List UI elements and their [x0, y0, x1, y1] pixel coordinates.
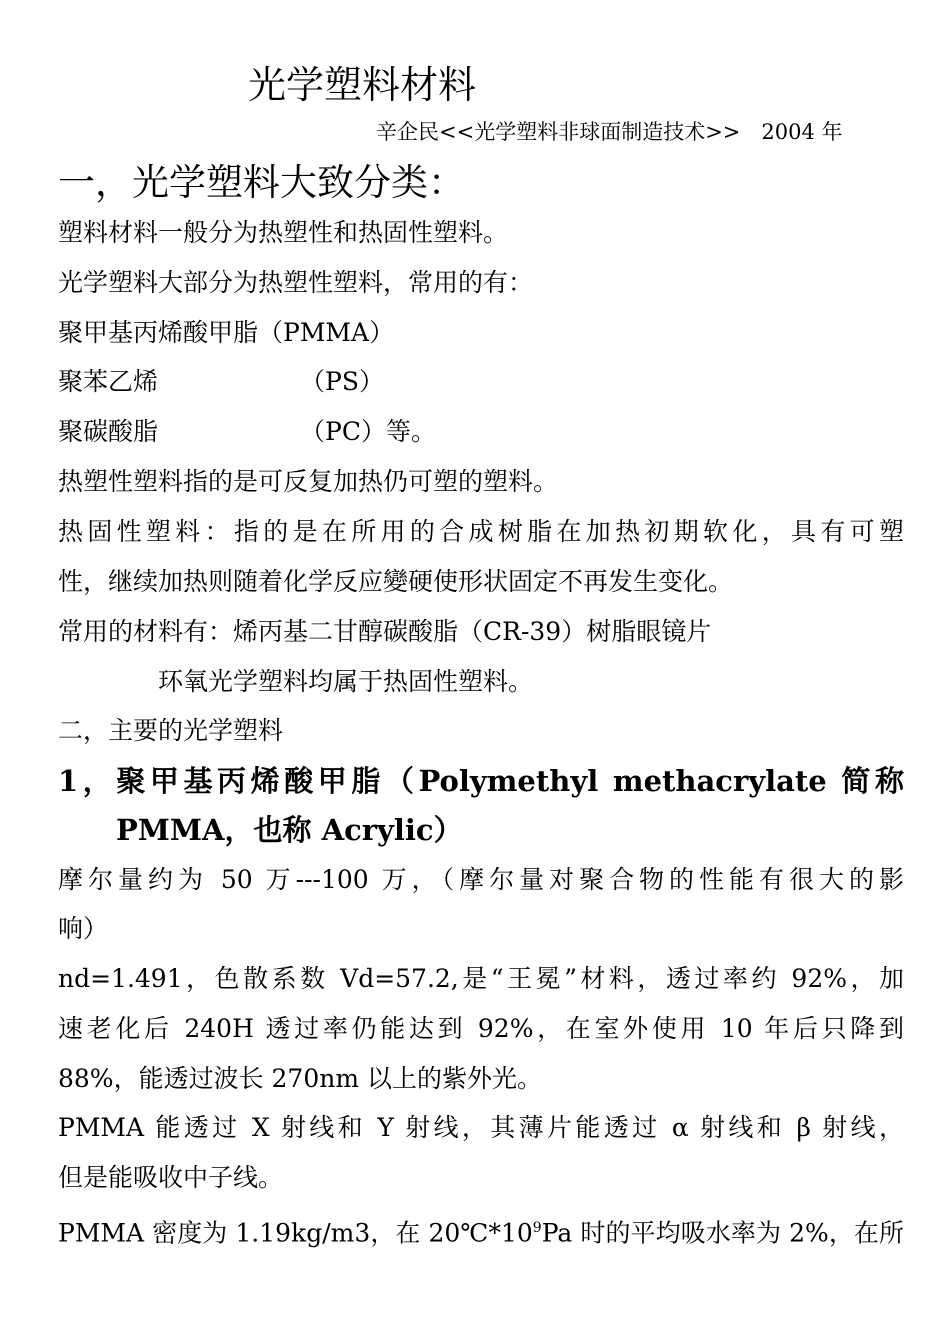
subsection-heading: PMMA，也称 Acrylic）	[116, 813, 463, 847]
paragraph: 热塑性塑料指的是可反复加热仍可塑的塑料。	[58, 467, 559, 496]
material-abbr: （PS）	[300, 367, 384, 396]
byline: 辛企民<<光学塑料非球面制造技术>> 2004 年	[376, 120, 843, 144]
paragraph-line: nd=1.491，色散系数 Vd=57.2,是“王冕”材料，透过率约 92%，加	[58, 964, 904, 993]
paragraph-line: 性，继续加热则随着化学反应變硬使形状固定不再发生变化。	[58, 567, 734, 596]
paragraph-line: PMMA 能透过 X 射线和 Y 射线，其薄片能透过 α 射线和 β 射线，	[58, 1113, 904, 1142]
paragraph: 光学塑料大部分为热塑性塑料，常用的有：	[58, 268, 534, 297]
material-abbr: （PC）等。	[300, 417, 436, 446]
paragraph-line: 速老化后 240H 透过率仍能达到 92%，在室外使用 10 年后只降到	[58, 1014, 904, 1043]
material-item	[58, 417, 658, 447]
paragraph-line: 但是能吸收中子线。	[58, 1163, 284, 1192]
material-name: 聚苯乙烯	[58, 367, 159, 396]
superscript: 9	[532, 1220, 542, 1236]
density-text-cont: Pa 时的平均吸水率为 2%，在所	[541, 1218, 904, 1248]
section-1-heading: 一，光学塑料大致分类：	[58, 161, 465, 204]
section-2-heading: 二，主要的光学塑料	[58, 716, 284, 745]
material-item	[58, 367, 658, 397]
density-text: PMMA 密度为 1.19kg/m3，在 20℃*10	[58, 1218, 533, 1248]
paragraph-line: 响）	[58, 914, 109, 943]
paragraph-line: 88%，能透过波长 270nm 以上的紫外光。	[58, 1064, 542, 1093]
paragraph-line: 环氧光学塑料均属于热固性塑料。	[158, 667, 534, 696]
material-item	[58, 318, 658, 348]
document-title: 光学塑料材料	[248, 63, 477, 107]
paragraph-line: 摩尔量约为 50 万---100 万，（摩尔量对聚合物的性能有很大的影	[58, 865, 904, 894]
subsection-heading: 1，聚甲基丙烯酸甲脂（Polymethyl methacrylate 简称	[58, 764, 904, 798]
material-name: 聚碳酸脂	[58, 417, 159, 446]
material-name: 聚甲基丙烯酸甲脂（PMMA）	[58, 318, 395, 347]
paragraph: 塑料材料一般分为热塑性和热固性塑料。	[58, 218, 509, 247]
paragraph-line: 常用的材料有：烯丙基二甘醇碳酸脂（CR-39）树脂眼镜片	[58, 617, 712, 646]
paragraph-line: 热固性塑料：指的是在所用的合成树脂在加热初期软化，具有可塑	[58, 517, 904, 546]
paragraph-line	[58, 1213, 904, 1248]
